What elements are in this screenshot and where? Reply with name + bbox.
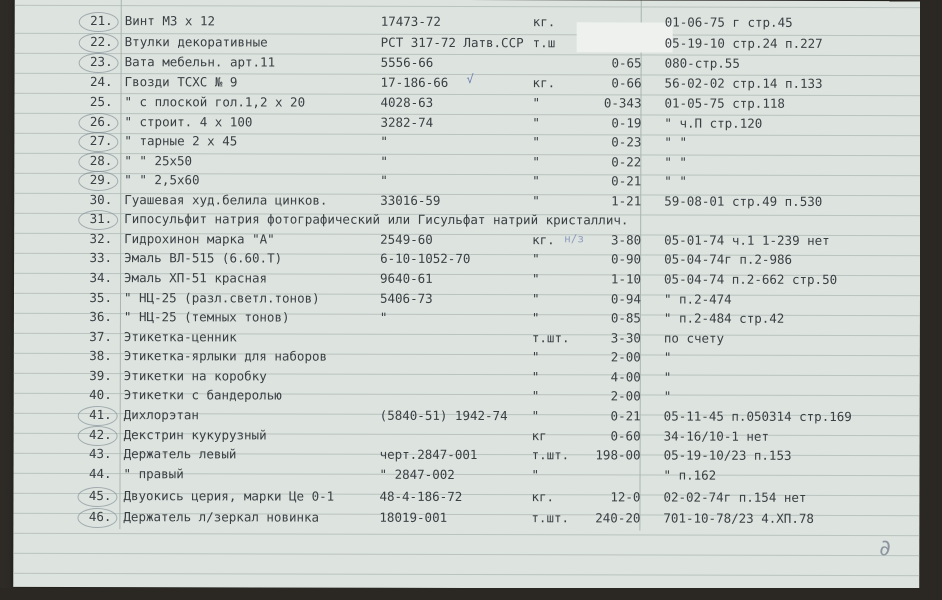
table-row (15, 32, 921, 54)
row-number: 38. (89, 348, 112, 364)
unit: " (531, 408, 540, 424)
table-row (14, 464, 920, 486)
table-row (13, 507, 919, 529)
item-name: " с плоской гол.1,2 х 20 (124, 94, 306, 110)
unit: " (532, 115, 540, 131)
unit: " (532, 271, 540, 287)
reference: " " (664, 134, 687, 150)
price: 0-60 (610, 428, 641, 444)
standard-code: " (380, 153, 388, 169)
reference: 05-11-45 п.050314 стр.169 (663, 408, 852, 425)
reference: " п.2-474 (663, 291, 732, 307)
price: 0-343 (603, 95, 642, 111)
table-row (14, 385, 920, 407)
item-name: " НЦ-25 (разл.светл.тонов) (123, 290, 320, 306)
reference: 05-19-10 стр.24 п.227 (664, 35, 823, 51)
row-number: 46. (88, 509, 112, 525)
unit: т.шт. (531, 447, 570, 463)
item-name: " правый (123, 466, 184, 482)
row-number: 41. (89, 407, 112, 423)
price: 0-66 (611, 75, 642, 91)
price: 0-85 (610, 310, 641, 326)
reference: 34-16/10-1 нет (663, 428, 770, 444)
price: 0-90 (610, 251, 642, 267)
row-number: 40. (89, 387, 112, 403)
unit: " (531, 467, 540, 483)
squiggle-mark: ∂ (878, 536, 892, 562)
table-row (14, 307, 920, 329)
reference: " (663, 369, 672, 385)
standard-code: " (380, 133, 388, 149)
unit: т.шт. (531, 330, 570, 346)
unit: " (532, 193, 540, 209)
standard-code: (5840-51) 1942-74 (379, 407, 508, 424)
reference: 59-08-01 стр.49 п.530 (664, 193, 823, 209)
item-name: " строит. 4 х 100 (124, 114, 253, 130)
row-number: 31. (89, 211, 113, 227)
unit: т.шт. (531, 510, 570, 526)
price: 2-00 (610, 349, 641, 365)
item-name: Гидрохинон марка "А" (124, 231, 275, 247)
item-name: Втулки декоративные (124, 34, 268, 50)
standard-code: 48-4-186-72 (379, 488, 463, 504)
price: 0-21 (610, 408, 641, 424)
unit: т.ш (532, 35, 556, 51)
reference: " " (664, 154, 687, 170)
row-number: 24. (89, 74, 113, 90)
row-number: 21. (90, 13, 113, 29)
standard-code: 4028-63 (380, 94, 434, 110)
standard-code: 3282-74 (380, 114, 434, 130)
row-full-text: Гипосульфит натрия фотографический или Гисульфат натрий кристаллич. (124, 211, 629, 228)
price: 0-23 (611, 134, 642, 150)
price: 0-94 (610, 291, 642, 307)
standard-code: 33016-59 (380, 192, 441, 208)
row-number: 23. (90, 54, 113, 70)
circled-number-mark (78, 171, 118, 191)
standard-code: 9640-61 (380, 270, 433, 286)
row-number: 43. (88, 446, 112, 462)
table-row (14, 170, 920, 192)
standard-code: 2549-60 (380, 231, 433, 247)
price: 0-22 (611, 154, 642, 170)
table-row (14, 248, 920, 270)
reference: 56-02-02 стр.14 п.133 (664, 75, 823, 91)
row-number: 45. (88, 488, 112, 504)
reference: 05-04-74г п.2-986 (664, 251, 793, 267)
price: 2-00 (610, 388, 641, 404)
standard-code: " 2847-002 (379, 466, 455, 482)
item-name: Этикетка-ярлыки для наборов (123, 348, 328, 364)
unit: кг. (532, 14, 556, 30)
item-name: Держатель левый (123, 446, 237, 462)
price: 4-00 (610, 369, 641, 385)
circled-number-mark (77, 508, 117, 528)
reference: 01-06-75 г стр.45 (664, 14, 793, 30)
document-sheet (13, 0, 921, 589)
item-name: " НЦ-25 (темных тонов) (123, 309, 290, 325)
unit: кг. (532, 232, 555, 248)
item-name: Гуашевая худ.белила цинков. (124, 192, 328, 208)
row-number: 33. (89, 250, 113, 266)
reference: 01-05-75 стр.118 (664, 95, 785, 111)
unit: кг (531, 428, 547, 444)
price: 1-10 (610, 271, 642, 287)
reference: " (663, 388, 672, 404)
unit: " (532, 173, 540, 189)
item-name: " тарные 2 х 45 (124, 133, 238, 149)
price: 0-65 (611, 55, 642, 71)
reference: 701-10-78/23 4.ХП.78 (663, 510, 814, 526)
table-row (14, 444, 920, 466)
table-row (14, 209, 920, 231)
price: 0-19 (611, 115, 642, 131)
row-number: 35. (89, 290, 113, 306)
standard-code: РСТ 317-72 Латв.ССР (380, 34, 524, 51)
reference: " (663, 349, 672, 365)
row-number: 42. (89, 427, 112, 443)
table-row (15, 11, 921, 33)
standard-code: черт.2847-001 (379, 446, 478, 463)
unit: " (531, 369, 540, 385)
reference: по счету (663, 330, 725, 346)
row-number: 27. (89, 133, 113, 149)
unit: " (531, 388, 540, 404)
item-name: Гвозди ТСХС № 9 (124, 74, 238, 90)
reference: " ч.П стр.120 (664, 115, 763, 131)
price: 240-20 (595, 510, 641, 526)
price: 1-21 (611, 193, 642, 209)
row-number: 29. (89, 172, 113, 188)
unit: " (531, 310, 540, 326)
row-number: 34. (89, 270, 113, 286)
standard-code: " (379, 309, 388, 325)
standard-code: 5406-73 (379, 290, 433, 306)
item-name: " " 2,5х60 (124, 172, 200, 188)
row-number: 39. (89, 368, 112, 384)
price: 3-80 (611, 232, 642, 248)
circled-number-mark (78, 210, 118, 230)
table-row (14, 346, 920, 368)
table-row (15, 52, 921, 74)
table-row (14, 131, 920, 153)
tick-mark: √ (466, 71, 474, 87)
item-name: Дихлорэтан (123, 407, 199, 423)
item-name: Этикетка-ценник (123, 329, 237, 345)
background-edge (920, 0, 942, 600)
standard-code: 17-186-66 (380, 74, 449, 90)
reference: 05-01-74 ч.1 1-239 нет (664, 232, 830, 248)
row-number: 22. (90, 34, 113, 50)
unit: кг. (531, 489, 555, 505)
table-row (13, 486, 919, 508)
item-name: " " 25х50 (124, 153, 193, 169)
unit: " (532, 251, 540, 267)
unit: кг. (532, 75, 556, 91)
row-number: 26. (89, 114, 113, 130)
standard-code: 17473-72 (380, 13, 441, 29)
unit: " (532, 154, 540, 170)
background-edge (0, 588, 942, 600)
circled-number-mark (78, 406, 118, 426)
reference: 05-04-74 п.2-662 стр.50 (664, 271, 838, 287)
item-name: Винт МЗ х 12 (124, 13, 216, 29)
item-name: Двуокись церия, марки Це 0-1 (123, 488, 335, 504)
unit: " (531, 291, 540, 307)
circled-number-mark (79, 53, 119, 73)
item-name: Этикетки с бандеролью (123, 387, 282, 403)
standard-code: " (380, 172, 388, 188)
unit: " (532, 95, 541, 111)
table-row (14, 268, 920, 290)
item-name: Декстрин кукурузный (123, 427, 267, 443)
item-name: Вата мебельн. арт.11 (124, 54, 276, 70)
reference: " п.162 (663, 467, 717, 483)
unit: " (532, 134, 540, 150)
reference: " " (664, 173, 687, 189)
standard-code: 6-10-1052-70 (380, 250, 471, 267)
standard-code: 18019-001 (379, 509, 448, 525)
item-name: Эмаль ВЛ-515 (6.60.Т) (124, 250, 283, 266)
row-number: 37. (89, 329, 112, 345)
item-name: Этикетки на коробку (123, 368, 267, 384)
row-number: 28. (89, 153, 113, 169)
reference: 02-02-74г п.154 нет (663, 489, 807, 505)
price: 12-0 (610, 489, 641, 505)
reference: 080-стр.55 (664, 55, 740, 71)
circled-number-mark (79, 12, 119, 32)
circled-number-mark (78, 132, 118, 152)
item-name: Эмаль ХП-51 красная (124, 270, 268, 286)
row-number: 32. (89, 231, 113, 247)
unit: " (531, 349, 540, 365)
table-row (14, 405, 920, 427)
reference: 05-19-10/23 п.153 (663, 447, 792, 463)
price: 0-21 (611, 173, 642, 189)
reference: " п.2-484 стр.42 (663, 310, 785, 326)
standard-code: 5556-66 (380, 54, 434, 70)
price: 198-00 (595, 447, 641, 463)
pencil-note: н/з (564, 232, 585, 246)
row-number: 25. (89, 94, 113, 110)
table-row (14, 92, 920, 114)
price: 3-30 (610, 330, 641, 346)
circled-number-mark (77, 487, 117, 507)
item-name: Держатель л/зеркал новинка (123, 509, 320, 525)
row-number: 44. (88, 466, 112, 482)
row-number: 30. (89, 192, 113, 208)
row-number: 36. (89, 309, 112, 325)
circled-number-mark (79, 33, 119, 53)
